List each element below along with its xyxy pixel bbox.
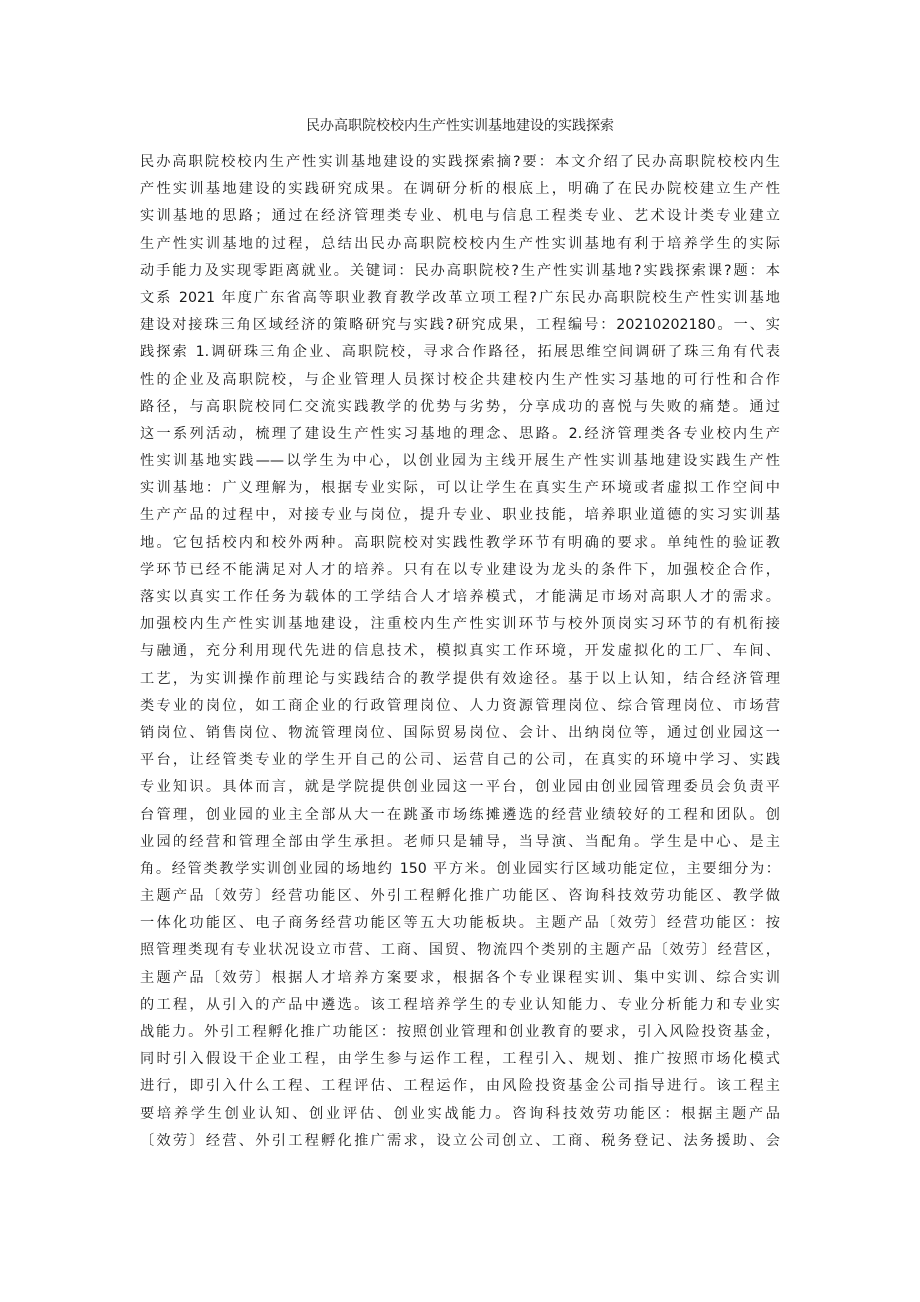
body-text-line: 一体化功能区、电子商务经营功能区等五大功能板块。主题产品〔效劳〕经营功能区：按 [140, 915, 780, 932]
body-text-line: 专业知识。具体而言，就是学院提供创业园这一平台，创业园由创业园管理委员会负责平 [140, 779, 780, 796]
document-body [140, 149, 780, 1155]
body-text-line: 平台，让经管类专业的学生开自己的公司、运营自己的公司，在真实的环境中学习、实践 [140, 752, 780, 769]
body-text-line: 加强校内生产性实训基地建设，注重校内生产性实训环节与校外顶岗实习环节的有机衔接 [140, 616, 780, 633]
body-text-line: 实训基地：广义理解为，根据专业实际，可以让学生在真实生产环境或者虚拟工作空间中 [140, 480, 780, 497]
body-text-line: 路径，与高职院校同仁交流实践教学的优势与劣势，分享成功的喜悦与失败的痛楚。通过 [140, 398, 780, 415]
body-text-line: 文系 2021 年度广东省高等职业教育教学改革立项工程?广东民办高职院校生产性实训基地 [140, 289, 780, 306]
body-text-line: 类专业的岗位，如工商企业的行政管理岗位、人力资源管理岗位、综合管理岗位、市场营 [140, 697, 780, 714]
body-text-line: 动手能力及实现零距离就业。关键词：民办高职院校?生产性实训基地?实践探索课?题：本 [140, 262, 780, 279]
body-text-line: 业园的经营和管理全部由学生承担。老师只是辅导，当导演、当配角。学生是中心、是主 [140, 833, 780, 850]
body-text-line: 角。经管类教学实训创业园的场地约 150 平方米。创业园实行区域功能定位，主要细分为： [140, 860, 780, 877]
body-text-line: 落实以真实工作任务为载体的工学结合人才培养模式，才能满足市场对高职人才的需求。 [140, 589, 780, 605]
body-text-line: 台管理，创业园的业主全部从大一在跳蚤市场练摊遴选的经营业绩较好的工程和团队。创 [140, 806, 780, 823]
body-text-line: 主题产品〔效劳〕经营功能区、外引工程孵化推广功能区、咨询科技效劳功能区、教学做 [140, 888, 780, 905]
body-text-line: 民办高职院校校内生产性实训基地建设的实践探索摘?要：本文介绍了民办高职院校校内生 [140, 154, 780, 170]
body-text-line: 性实训基地实践——以学生为中心，以创业园为主线开展生产性实训基地建设实践生产性 [140, 453, 780, 470]
body-text-line: 这一系列活动，梳理了建设生产性实习基地的理念、思路。2.经济管理类各专业校内生产 [140, 425, 780, 442]
body-text-line: 战能力。外引工程孵化推广功能区：按照创业管理和创业教育的要求，引入风险投资基金， [140, 1024, 780, 1040]
body-text-line: 要培养学生创业认知、创业评估、创业实战能力。咨询科技效劳功能区：根据主题产品 [140, 1105, 780, 1122]
body-text-line: 与融通，充分利用现代先进的信息技术，模拟真实工作环境，开发虚拟化的工厂、车间、 [140, 643, 780, 660]
document-title: 民办高职院校校内生产性实训基地建设的实践探索 [306, 118, 614, 134]
body-text-line: 的工程，从引入的产品中遴选。该工程培养学生的专业认知能力、专业分析能力和专业实 [140, 996, 780, 1013]
body-text-line: 进行，即引入什么工程、工程评估、工程运作，由风险投资基金公司指导进行。该工程主 [140, 1078, 780, 1095]
body-text-line: 学环节已经不能满足对人才的培养。只有在以专业建设为龙头的条件下，加强校企合作， [140, 561, 780, 578]
body-text-line: 生产性实训基地的过程，总结出民办高职院校校内生产性实训基地有利于培养学生的实际 [140, 235, 780, 252]
body-text-line: 地。它包括校内和校外两种。高职院校对实践性教学环节有明确的要求。单纯性的验证教 [140, 534, 780, 551]
body-text-line: 〔效劳〕经营、外引工程孵化推广需求，设立公司创立、工商、税务登记、法务援助、会 [140, 1132, 780, 1149]
body-text-line: 照管理类现有专业状况设立市营、工商、国贸、物流四个类别的主题产品〔效劳〕经营区， [140, 942, 780, 959]
body-text-line: 主题产品〔效劳〕根据人才培养方案要求，根据各个专业课程实训、集中实训、综合实训 [140, 969, 780, 986]
body-text-line: 践探索 1.调研珠三角企业、高职院校，寻求合作路径，拓展思维空间调研了珠三角有代表 [140, 344, 780, 361]
body-text-line: 产性实训基地建设的实践研究成果。在调研分析的根底上，明确了在民办院校建立生产性 [140, 181, 780, 198]
body-text-line: 实训基地的思路；通过在经济管理类专业、机电与信息工程类专业、艺术设计类专业建立 [140, 208, 780, 225]
body-text-line: 生产产品的过程中，对接专业与岗位，提升专业、职业技能，培养职业道德的实习实训基 [140, 507, 780, 524]
body-text-line: 建设对接珠三角区域经济的策略研究与实践?研究成果，工程编号：20210202180。一、实 [140, 317, 780, 334]
body-text-line: 销岗位、销售岗位、物流管理岗位、国际贸易岗位、会计、出纳岗位等，通过创业园这一 [140, 724, 780, 741]
body-text-line: 工艺，为实训操作前理论与实践结合的教学提供有效途径。基于以上认知，结合经济管理 [140, 670, 780, 687]
body-text-line: 性的企业及高职院校，与企业管理人员探讨校企共建校内生产性实习基地的可行性和合作 [140, 371, 780, 388]
body-text-line: 同时引入假设干企业工程，由学生参与运作工程，工程引入、规划、推广按照市场化模式 [140, 1051, 780, 1068]
